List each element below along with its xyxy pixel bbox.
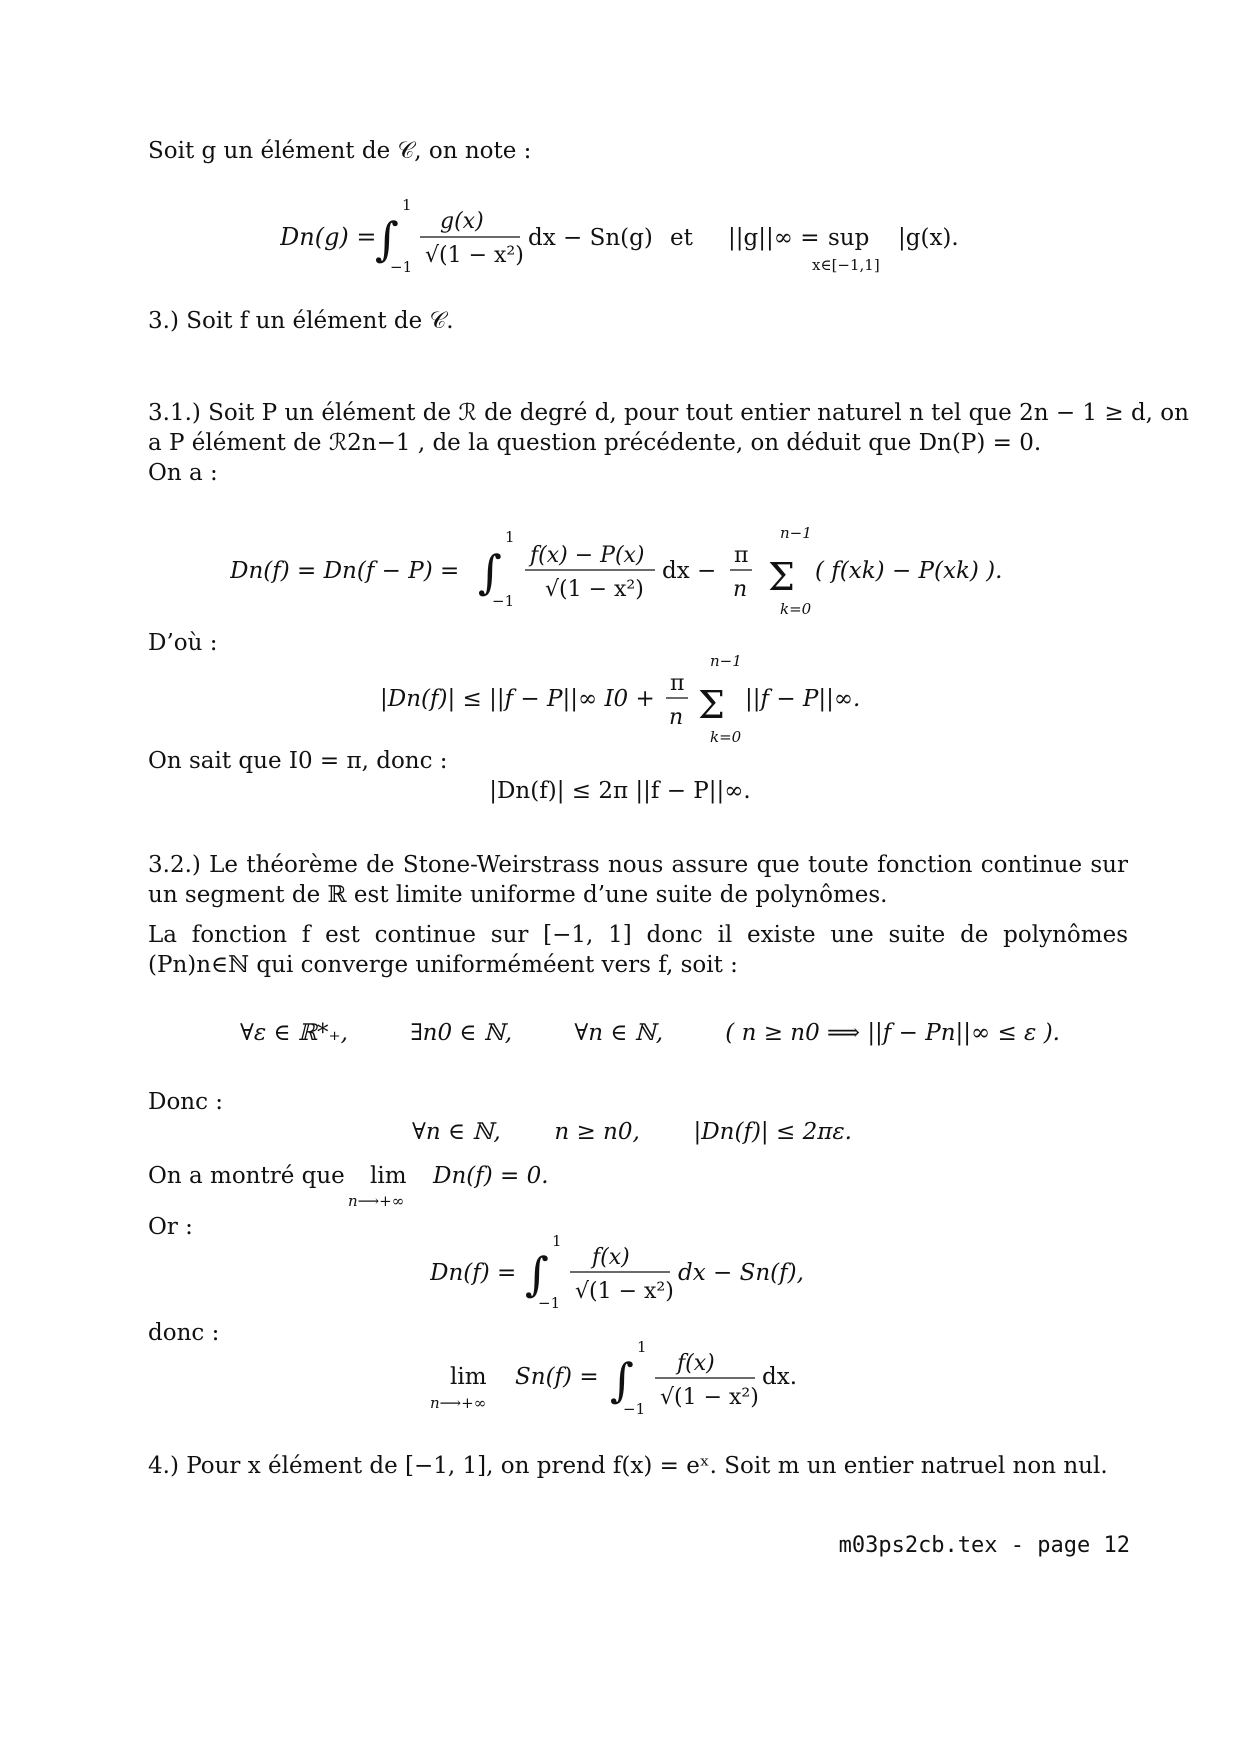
section-3-heading: 3.) Soit f un élément de 𝒞.: [148, 308, 454, 334]
limit-statement-svg: [148, 1160, 568, 1212]
integral-upper: 1: [402, 196, 412, 214]
eq1-num: f(x) − P(x): [530, 543, 645, 568]
equation-2-svg: [380, 648, 860, 748]
eq2-sum-lower: k=0: [710, 728, 742, 746]
equation-4: [240, 1018, 1060, 1048]
eq2-pi: π: [670, 671, 685, 696]
on-a-label: On a :: [148, 460, 218, 486]
page-footer: m03ps2cb.tex - page 12: [838, 1533, 1130, 1558]
equation-5: [412, 1117, 852, 1147]
equation-7-svg: [430, 1334, 810, 1424]
eq7-lim: lim: [450, 1364, 487, 1390]
limit-statement: [148, 1160, 568, 1220]
section-3-1-paragraph: [148, 398, 1189, 488]
equation-1: [0, 520, 1240, 628]
frac-num: g(x): [440, 209, 484, 234]
integral-lower: −1: [390, 258, 413, 276]
equation-6: [0, 1228, 1240, 1326]
eq2-lhs: |Dn(f)| ≤ ||f − P||∞ I0 +: [380, 686, 655, 712]
eq5-bound: |Dn(f)| ≤ 2πε.: [693, 1119, 852, 1145]
eq7-lim-sub: n⟶+∞: [430, 1394, 487, 1412]
eq2-n: n: [669, 705, 684, 730]
limit-lim: lim: [370, 1163, 407, 1189]
eq4-forall-n: ∀n ∈ ℕ,: [574, 1020, 664, 1046]
intro-paragraph: Soit g un élément de 𝒞, on note :: [148, 138, 532, 164]
on-sait-line: On sait que I0 = π, donc :: [148, 748, 448, 774]
or-label: Or :: [148, 1214, 193, 1240]
equation-definition: [0, 190, 1240, 288]
eq1-sum-lower: k=0: [780, 600, 812, 618]
continuity-paragraph: La fonction f est continue sur [−1, 1] donc il existe une suite de polynômes (Pn)n∈ℕ qui converge uniforméméent vers f, soit :: [148, 922, 1128, 978]
eq7-lower: −1: [623, 1400, 646, 1418]
eq-def-tail: dx − Sn(g): [528, 225, 653, 251]
eq4-implication: ( n ≥ n0 ⟹ ||f − Pn||∞ ≤ ε ).: [725, 1020, 1060, 1046]
sigma-sign: Σ: [698, 683, 725, 727]
eq7-lhs: Sn(f) =: [515, 1364, 599, 1390]
eq-def-abs: |g(x).: [898, 225, 959, 251]
eq5-n-geq: n ≥ n0,: [554, 1119, 640, 1145]
equation-6-svg: [430, 1228, 810, 1318]
eq1-lower: −1: [492, 592, 515, 610]
equation-2: [0, 648, 1240, 756]
eq6-lhs: Dn(f) =: [430, 1260, 517, 1286]
eq1-n: n: [733, 577, 748, 602]
eq6-den: √(1 − x²): [575, 1279, 674, 1304]
integral-sign: ∫: [375, 212, 399, 266]
eq1-pi: π: [734, 543, 749, 568]
equation-definition-svg: [280, 190, 960, 280]
eq5-forall-n: ∀n ∈ ℕ,: [412, 1119, 501, 1145]
dou-label: D’où :: [148, 630, 218, 656]
eq-def-sep: et: [670, 225, 693, 251]
eq-def-sup-sub: x∈[−1,1]: [812, 256, 880, 274]
eq6-tail: dx − Sn(f),: [678, 1260, 804, 1286]
limit-suffix: Dn(f) = 0.: [433, 1163, 549, 1189]
eq6-num: f(x): [592, 1245, 630, 1270]
eq7-den: √(1 − x²): [660, 1385, 759, 1410]
equation-1-svg: [230, 520, 1010, 620]
eq1-term: ( f(xk) − P(xk) ).: [815, 558, 1003, 584]
eq4-forall-eps: ∀ε ∈ ℝ*₊,: [240, 1020, 348, 1046]
eq6-lower: −1: [538, 1294, 561, 1312]
eq7-tail: dx.: [762, 1364, 798, 1390]
equation-7: [0, 1334, 1240, 1432]
integral-sign: ∫: [610, 1353, 634, 1407]
sigma-sign: Σ: [768, 555, 795, 599]
section-3-2-paragraph: 3.2.) Le théorème de Stone-Weirstrass nous assure que toute fonction continue sur un segment de ℝ est limite uniforme d’une suite de polynômes.: [148, 852, 1128, 908]
eq4-exists-n0: ∃n0 ∈ ℕ,: [410, 1020, 513, 1046]
frac-den: √(1 − x²): [425, 243, 524, 268]
eq-def-norm: ||g||∞ =: [728, 225, 820, 251]
eq1-sum-upper: n−1: [780, 524, 812, 542]
eq6-upper: 1: [552, 1232, 562, 1250]
limit-sub: n⟶+∞: [348, 1192, 405, 1210]
equation-3: |Dn(f)| ≤ 2π ||f − P||∞.: [489, 778, 751, 804]
limit-prefix: On a montré que: [148, 1163, 345, 1189]
section-3-1-line-1: 3.1.) Soit P un élément de ℛ de degré d, pour tout entier naturel n tel que 2n − 1 ≥ d, on: [148, 400, 1189, 426]
section-3-1-line-2: a P élément de ℛ2n−1 , de la question précédente, on déduit que Dn(P) = 0.: [148, 430, 1042, 456]
eq-def-lhs: Dn(g) =: [280, 223, 377, 251]
integral-sign: ∫: [525, 1247, 549, 1301]
integral-sign: ∫: [478, 545, 502, 599]
donc-label-2: donc :: [148, 1320, 220, 1346]
donc-label-1: Donc :: [148, 1089, 224, 1115]
eq1-mid: dx −: [662, 558, 717, 584]
eq1-upper: 1: [505, 528, 515, 546]
eq2-sum-upper: n−1: [710, 652, 742, 670]
eq7-num: f(x): [677, 1351, 715, 1376]
eq7-upper: 1: [637, 1338, 647, 1356]
eq1-den: √(1 − x²): [545, 577, 644, 602]
eq-def-sup: sup: [828, 225, 870, 251]
eq2-term: ||f − P||∞.: [745, 686, 860, 712]
eq1-lhs: Dn(f) = Dn(f − P) =: [230, 558, 460, 584]
section-4-paragraph: 4.) Pour x élément de [−1, 1], on prend f(x) = eˣ. Soit m un entier natruel non nul.: [148, 1453, 1108, 1479]
